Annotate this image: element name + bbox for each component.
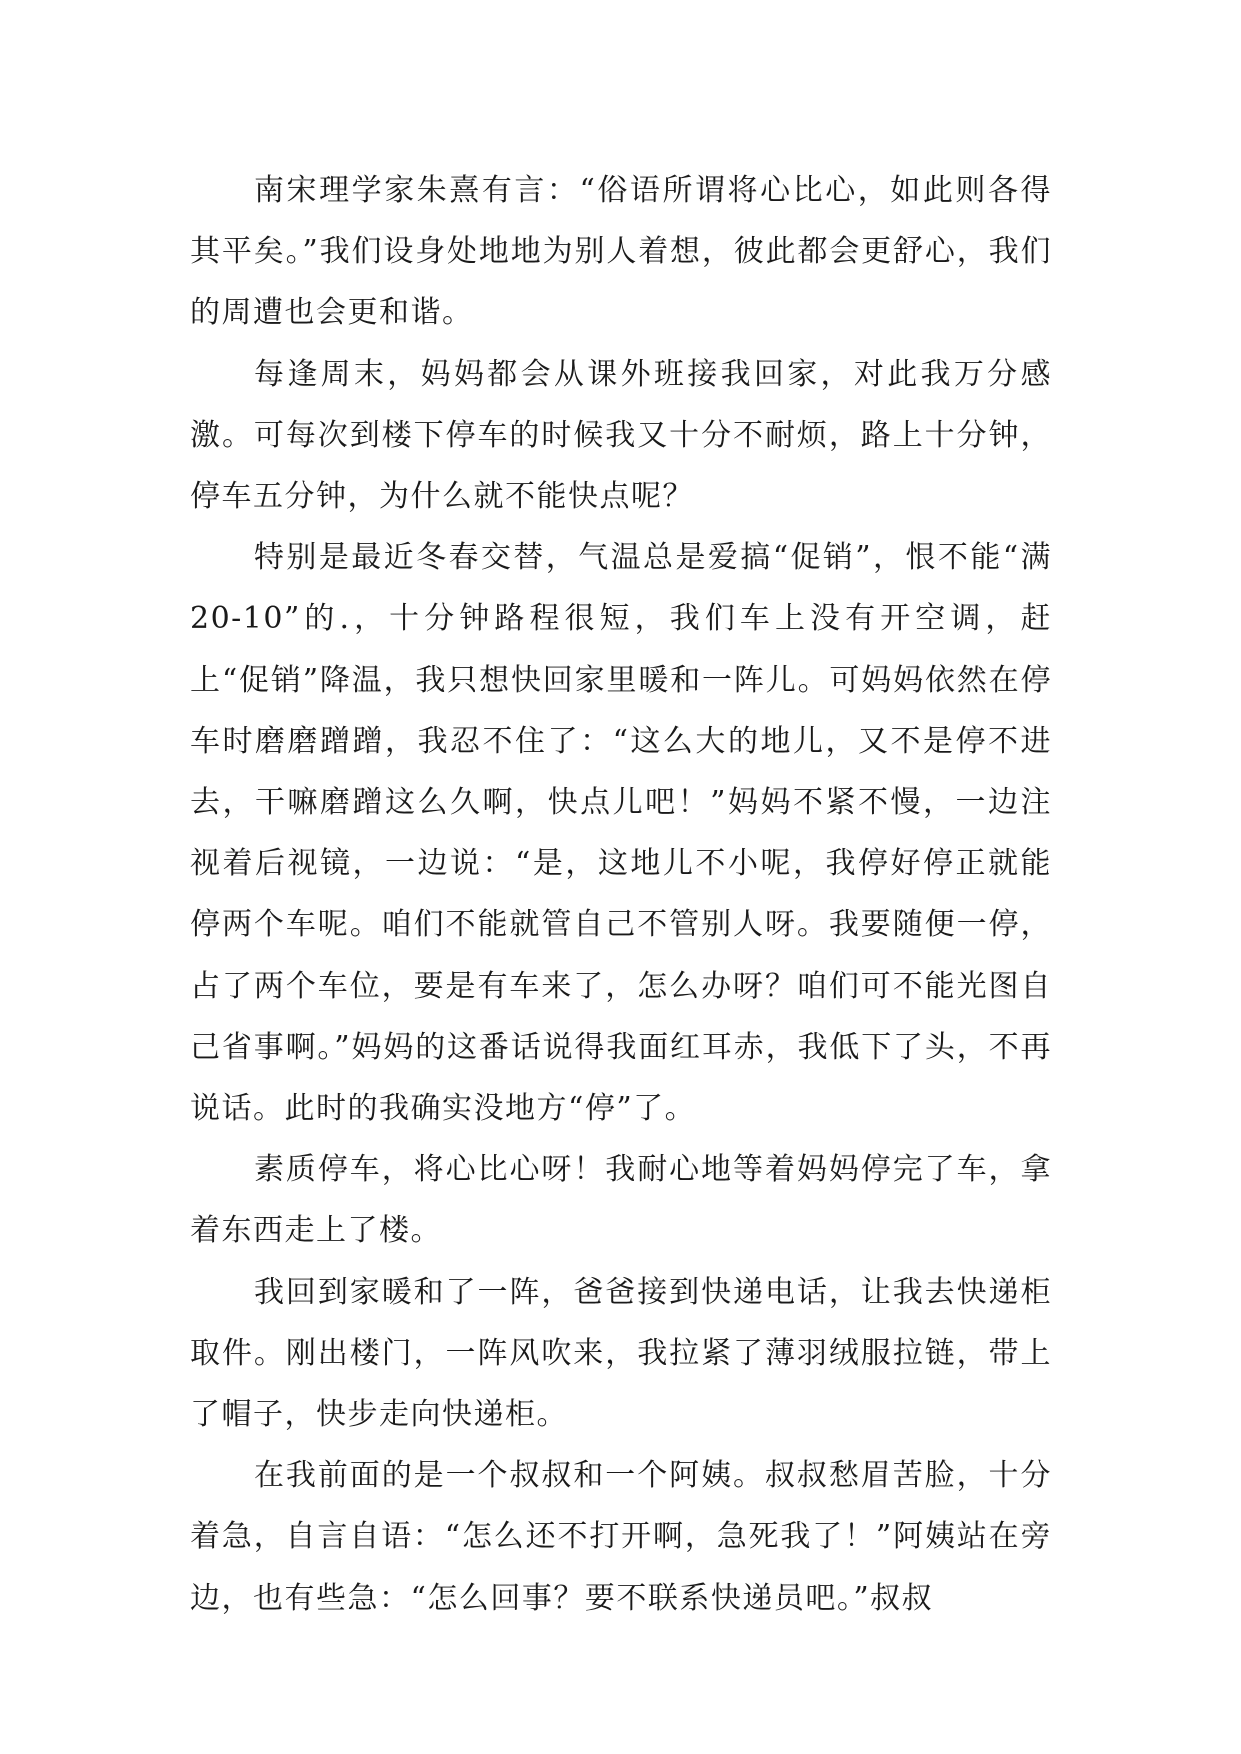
paragraph-zhuxi-quote: 南宋理学家朱熹有言：“俗语所谓将心比心，如此则各得其平矣。”我们设身处地地为别人着想，彼此都会更舒心，我们的周遭也会更和谐。 [190, 173, 1052, 331]
paragraph-empathy-parking: 素质停车，将心比心呀！我耐心地等着妈妈停完了车，拿着东西走上了楼。 [190, 1152, 1052, 1249]
article-body [190, 160, 1052, 1629]
paragraph-express-locker: 我回到家暖和了一阵，爸爸接到快递电话，让我去快递柜取件。刚出楼门，一阵风吹来，我拉紧了薄羽绒服拉链，带上了帽子，快步走向快递柜。 [190, 1274, 1052, 1433]
paragraph-weekend-pickup: 每逢周末，妈妈都会从课外班接我回家，对此我万分感激。可每次到楼下停车的时候我又十分不耐烦，路上十分钟，停车五分钟，为什么就不能快点呢？ [190, 356, 1052, 515]
paragraph-parking-story: 特别是最近冬春交替，气温总是爱搞“促销”，恨不能“满20-10”的.，十分钟路程很短，我们车上没有开空调，赶上“促销”降温，我只想快回家里暖和一阵儿。可妈妈依然在停车时磨磨蹭蹭，我忍不住了：“这么大的地儿，又不是停不进去，干嘛磨蹭这么久啊，快点儿吧！”妈妈不紧不慢，一边注视着后视镜，一边说：“是，这地儿不小呢，我停好停正就能停两个车呢。咱们不能就管自己不管别人呀。我要随便一停，占了两个车位，要是有车来了，怎么办呀？咱们可不能光图自己省事啊。”妈妈的这番话说得我面红耳赤，我低下了头，不再说话。此时的我确实没地方“停”了。 [190, 540, 1052, 1127]
paragraph-uncle-aunt: 在我前面的是一个叔叔和一个阿姨。叔叔愁眉苦脸，十分着急，自言自语：“怎么还不打开啊，急死我了！”阿姨站在旁边，也有些急：“怎么回事？要不联系快递员吧。”叔叔 [190, 1458, 1052, 1616]
